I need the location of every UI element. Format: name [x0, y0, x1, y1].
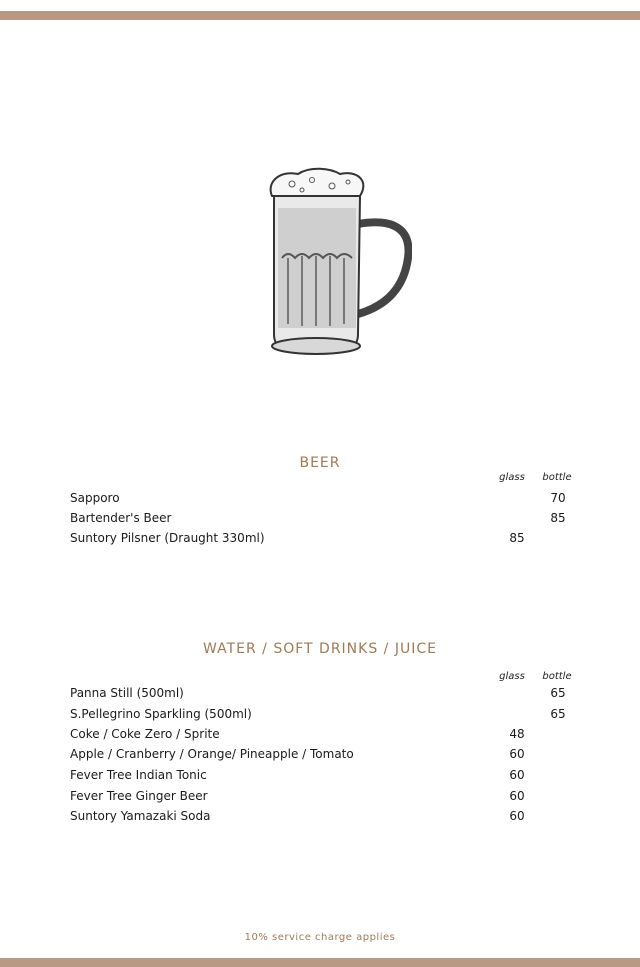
menu-item-row [70, 686, 590, 706]
menu-item-row [70, 531, 590, 551]
item-bottle-price: 65 [550, 686, 566, 700]
beer-mug-icon [262, 166, 412, 356]
item-name: Panna Still (500ml) [70, 686, 184, 700]
menu-item-row [70, 747, 590, 767]
item-glass-price: 85 [509, 531, 525, 545]
top-border-bar [0, 11, 640, 20]
menu-item-row [70, 768, 590, 788]
menu-item-row [70, 707, 590, 727]
item-name: Suntory Yamazaki Soda [70, 809, 211, 823]
item-glass-price: 60 [509, 747, 525, 761]
bottom-border-bar [0, 958, 640, 967]
item-glass-price: 60 [509, 789, 525, 803]
column-header-glass: glass [499, 472, 525, 483]
menu-item-row [70, 809, 590, 829]
menu-item-row [70, 727, 590, 747]
item-name: Suntory Pilsner (Draught 330ml) [70, 531, 265, 545]
item-glass-price: 48 [509, 727, 525, 741]
menu-item-row [70, 491, 590, 511]
section-title-soft-drinks: WATER / SOFT DRINKS / JUICE [203, 641, 437, 657]
item-name: Apple / Cranberry / Orange/ Pineapple / Tomato [70, 747, 354, 761]
section-title-beer: BEER [299, 455, 341, 471]
item-name: Fever Tree Indian Tonic [70, 768, 207, 782]
menu-item-row [70, 511, 590, 531]
column-header-bottle: bottle [542, 472, 572, 483]
item-glass-price: 60 [509, 809, 525, 823]
item-name: S.Pellegrino Sparkling (500ml) [70, 707, 252, 721]
item-name: Coke / Coke Zero / Sprite [70, 727, 220, 741]
service-charge-note: 10% service charge applies [244, 932, 396, 943]
item-name: Fever Tree Ginger Beer [70, 789, 208, 803]
item-bottle-price: 85 [550, 511, 566, 525]
item-glass-price: 60 [509, 768, 525, 782]
item-name: Sapporo [70, 491, 120, 505]
item-bottle-price: 65 [550, 707, 566, 721]
column-header-glass: glass [499, 671, 525, 682]
item-bottle-price: 70 [550, 491, 566, 505]
column-header-bottle: bottle [542, 671, 572, 682]
menu-item-row [70, 789, 590, 809]
item-name: Bartender's Beer [70, 511, 172, 525]
